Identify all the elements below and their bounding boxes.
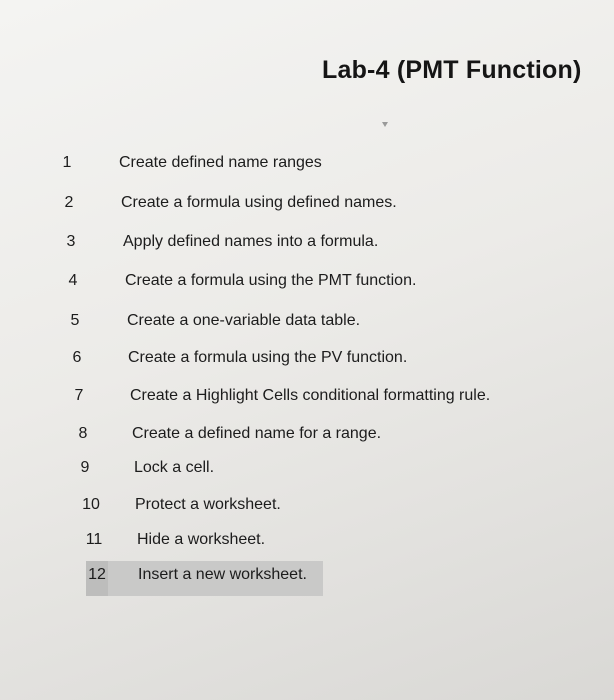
list-item-6[interactable]	[0, 343, 480, 373]
task-number: 12	[88, 566, 106, 583]
list-item-10[interactable]	[0, 490, 340, 520]
page-title: Lab-4 (PMT Function)	[322, 56, 582, 84]
list-item-1[interactable]	[0, 148, 420, 178]
task-text: Insert a new worksheet.	[138, 566, 307, 583]
task-number: 6	[72, 349, 82, 366]
task-number: 7	[74, 387, 84, 404]
list-item-9[interactable]	[0, 453, 300, 483]
task-text: Apply defined names into a formula.	[123, 233, 379, 250]
task-number: 3	[66, 233, 76, 250]
list-item-7[interactable]	[0, 381, 560, 411]
list-item-3[interactable]	[0, 227, 460, 257]
task-number: 11	[85, 531, 103, 548]
list-item-12[interactable]	[0, 560, 340, 590]
task-number: 10	[82, 496, 100, 513]
task-text: Create a formula using defined names.	[121, 194, 397, 211]
task-number: 2	[64, 194, 74, 211]
task-text: Create a defined name for a range.	[132, 425, 382, 442]
list-item-11[interactable]	[0, 525, 340, 555]
task-number: 5	[70, 312, 80, 329]
task-text: Lock a cell.	[134, 459, 215, 476]
mouse-cursor-icon	[382, 122, 388, 127]
task-text: Protect a worksheet.	[135, 496, 281, 513]
task-text: Create a Highlight Cells conditional formatting rule.	[130, 387, 491, 404]
task-number: 1	[62, 154, 72, 171]
task-number: 8	[78, 425, 88, 442]
task-text: Hide a worksheet.	[137, 531, 266, 548]
task-text: Create a formula using the PMT function.	[125, 272, 417, 289]
task-number: 4	[68, 272, 78, 289]
task-text: Create a formula using the PV function.	[128, 349, 408, 366]
task-text: Create a one-variable data table.	[127, 312, 361, 329]
task-number: 9	[80, 459, 90, 476]
list-item-8[interactable]	[0, 419, 460, 449]
task-text: Create defined name ranges	[119, 154, 322, 171]
list-item-4[interactable]	[0, 266, 480, 296]
list-item-2[interactable]	[0, 188, 460, 218]
list-item-5[interactable]	[0, 306, 460, 336]
